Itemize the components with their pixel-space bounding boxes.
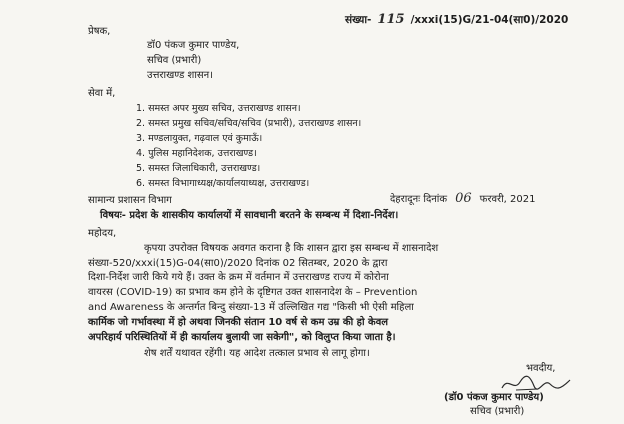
place-date: [390, 193, 536, 206]
sender-name: डॉ0 पंकज कुमार पाण्डेय,: [147, 40, 240, 51]
date-handwritten: 06: [455, 191, 472, 206]
subject: [100, 210, 398, 222]
body-closing: शेष शर्तें यथावत रहेंगी। यह आदेश तत्काल प्रभाव से लागू होगा।: [144, 348, 370, 359]
body-line: कार्मिक जो गर्भावस्था में हो अथवा जिनकी संतान 10 वर्ष से कम उम्र की हो केवल: [88, 317, 389, 328]
recipient-item: 2. समस्त प्रमुख सचिव/सचिव/सचिव (प्रभारी), उत्तराखण्ड शासन।: [136, 118, 362, 129]
department: सामान्य प्रशासन विभाग: [88, 195, 172, 206]
body-line: अपरिहार्य परिस्थितियों में ही कार्यालय बुलायी जा सकेगी", को विलुप्त किया जाता है।: [88, 332, 396, 343]
ref-handwritten: 115: [377, 12, 405, 27]
body-line: and Awareness के अन्तर्गत बिन्दु संख्या-13 में उल्लिखित गद्य "किसी भी ऐसी महिला: [88, 302, 414, 313]
sender-label: प्रेषक,: [88, 26, 111, 37]
recipients-label: सेवा में,: [88, 88, 116, 99]
yours-faithfully: भवदीय,: [526, 363, 556, 374]
ref-suffix: /xxxi(15)G/21-04(सा0)/2020: [410, 14, 569, 26]
signatory-name: (डॉ0 पंकज कुमार पाण्डेय): [444, 392, 544, 403]
date-suffix: फरवरी, 2021: [479, 194, 536, 205]
reference-number: [345, 14, 568, 26]
body-line: संख्या-520/xxxi(15)G-04(सा0)/2020 दिनांक 02 सितम्बर, 2020 के द्वारा: [88, 258, 388, 269]
body-line: कृपया उपरोक्त विषयक अवगत कराना है कि शासन द्वारा इस सम्बन्ध में शासनादेश: [144, 243, 439, 254]
recipient-item: 5. समस्त जिलाधिकारी, उत्तराखण्ड।: [136, 163, 261, 174]
body-line: दिशा-निर्देश जारी किये गये हैं। उक्त के क्रम में वर्तमान में उत्तराखण्ड राज्य में कोरोना: [88, 272, 389, 283]
recipient-item: 4. पुलिस महानिदेशक, उत्तराखण्ड।: [136, 148, 257, 159]
ref-prefix: संख्या-: [345, 14, 372, 26]
recipient-item: 1. समस्त अपर मुख्य सचिव, उत्तराखण्ड शासन।: [136, 103, 301, 114]
recipient-item: 6. समस्त विभागाध्यक्ष/कार्यालयाध्यक्ष, उत्तराखण्ड।: [136, 178, 310, 189]
sender-designation: सचिव (प्रभारी): [147, 55, 202, 66]
signature-mark: [498, 374, 574, 394]
salutation: महोदय,: [88, 228, 117, 239]
recipient-item: 3. मण्डलायुक्त, गढ़वाल एवं कुमाऊँ।: [136, 133, 263, 144]
subject-label: विषयः-: [100, 210, 126, 221]
place-date-prefix: देहरादूनः दिनांक: [390, 194, 448, 205]
body-line: वायरस (COVID-19) का प्रभाव कम होने के दृष्टिगत उक्त शासनादेश के – Prevention: [88, 287, 418, 298]
sender-office: उत्तराखण्ड शासन।: [147, 70, 214, 81]
subject-text: प्रदेश के शासकीय कार्यालयों में सावधानी बरतने के सम्बन्ध में दिशा-निर्देश।: [129, 210, 399, 221]
signatory-designation: सचिव (प्रभारी): [470, 406, 525, 417]
